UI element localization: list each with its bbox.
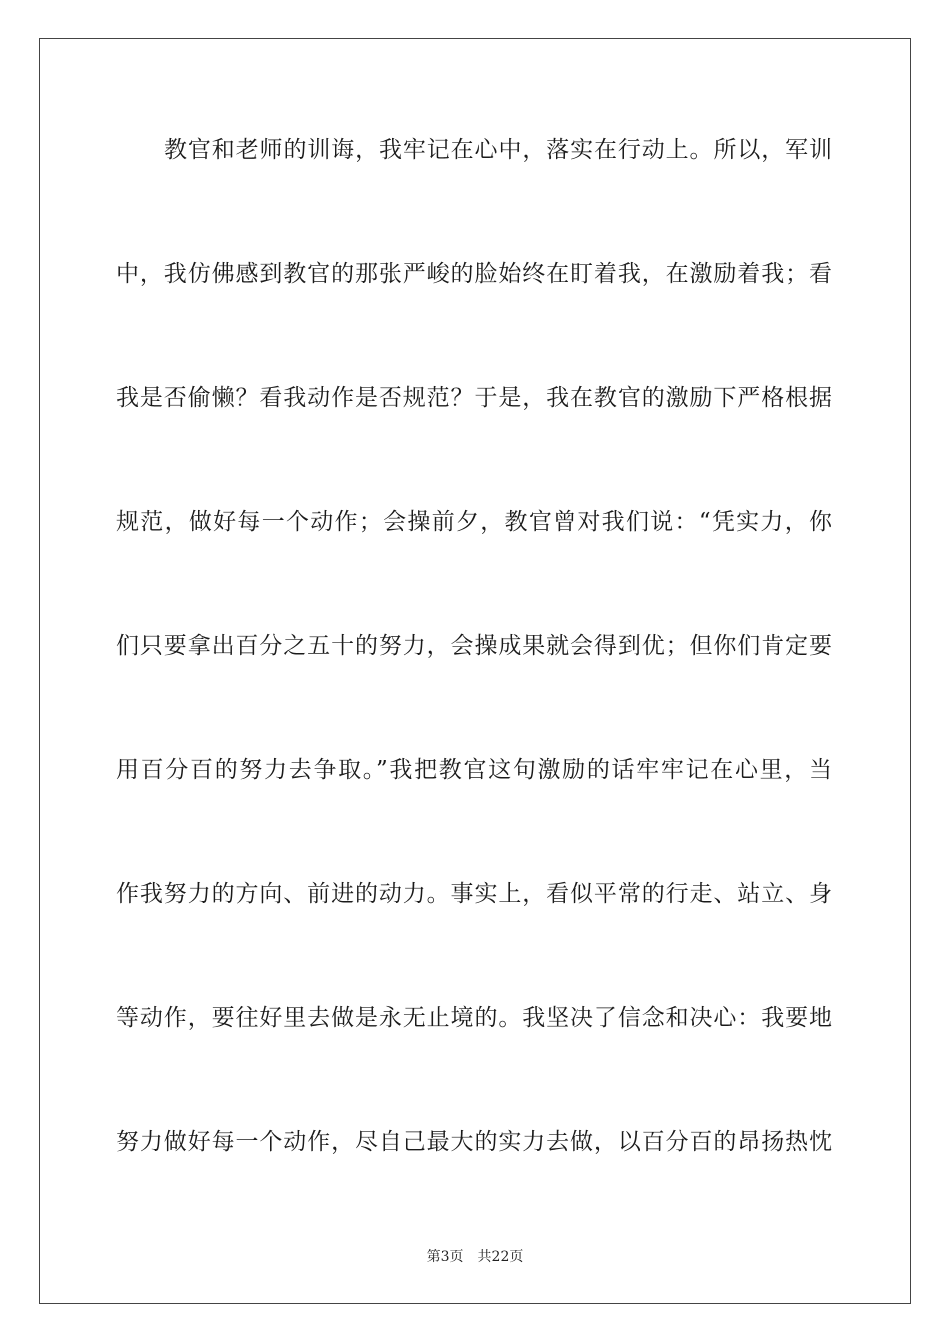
paragraph-line-7: 作我努力的方向、前进的动力。事实上，看似平常的行走、站立、身	[116, 881, 832, 907]
page-border	[39, 38, 911, 1304]
paragraph-line-3: 我是否偷懒？看我动作是否规范？于是，我在教官的激励下严格根据	[116, 385, 832, 411]
paragraph-line-5: 们只要拿出百分之五十的努力，会操成果就会得到优；但你们肯定要	[116, 633, 832, 659]
paragraph-line-2: 中，我仿佛感到教官的那张严峻的脸始终在盯着我，在激励着我；看	[116, 261, 832, 287]
page-footer	[0, 1248, 950, 1266]
paragraph-line-4: 规范，做好每一个动作；会操前夕，教官曾对我们说：“凭实力，你	[116, 509, 832, 535]
page-number: 第3页	[426, 1249, 464, 1265]
paragraph-line-1: 教官和老师的训诲，我牢记在心中，落实在行动上。所以，军训	[164, 137, 832, 163]
page-total: 共22页	[477, 1249, 524, 1265]
paragraph-line-6: 用百分百的努力去争取。”我把教官这句激励的话牢牢记在心里，当	[116, 757, 832, 783]
paragraph-line-8: 等动作，要往好里去做是永无止境的。我坚决了信念和决心：我要地	[116, 1005, 832, 1031]
paragraph-line-9: 努力做好每一个动作，尽自己最大的实力去做，以百分百的昂扬热忱	[116, 1129, 832, 1155]
